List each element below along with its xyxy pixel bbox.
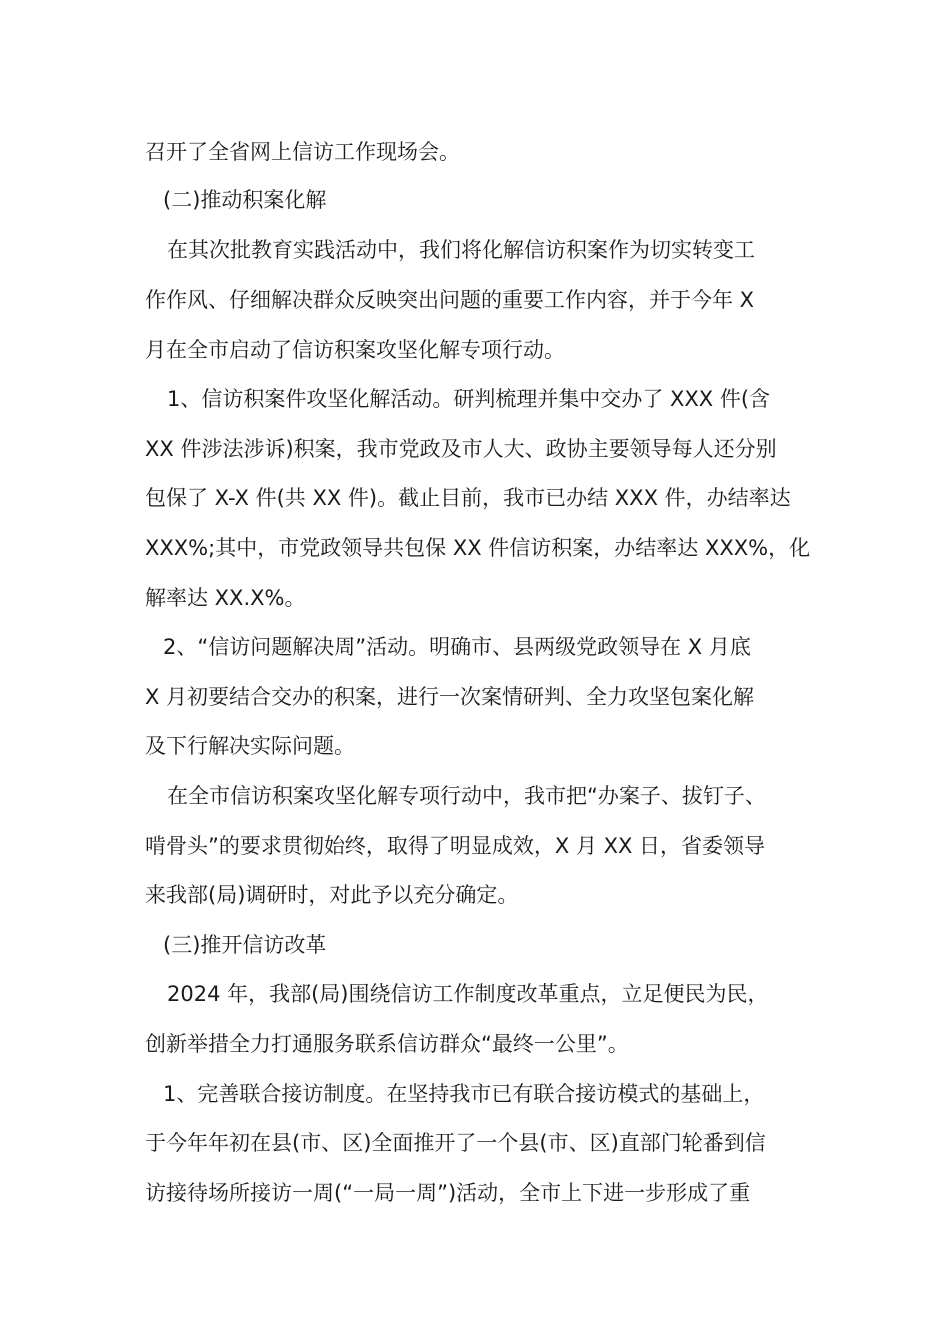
paragraph-line: 作作风、仔细解决群众反映突出问题的重要工作内容，并于今年 X bbox=[145, 288, 755, 312]
paragraph-line: 于今年年初在县(市、区)全面推开了一个县(市、区)直部门轮番到信 bbox=[145, 1131, 766, 1155]
section-heading: (二)推动积案化解 bbox=[163, 188, 327, 212]
paragraph-line: 解率达 XX.X%。 bbox=[145, 586, 306, 610]
paragraph-line: 1、完善联合接访制度。在坚持我市已有联合接访模式的基础上， bbox=[163, 1082, 765, 1106]
paragraph-line: 月在全市启动了信访积案攻坚化解专项行动。 bbox=[145, 338, 565, 362]
paragraph-line: XX 件涉法涉诉)积案，我市党政及市人大、政协主要领导每人还分别 bbox=[145, 437, 777, 461]
paragraph-line: 包保了 X-X 件(共 XX 件)。截止目前，我市已办结 XXX 件，办结率达 bbox=[145, 486, 791, 510]
paragraph-line: 在全市信访积案攻坚化解专项行动中，我市把“办案子、拔钉子、 bbox=[167, 784, 766, 808]
paragraph-line: 召开了全省网上信访工作现场会。 bbox=[145, 140, 460, 164]
paragraph-line: X 月初要结合交办的积案，进行一次案情研判、全力攻坚包案化解 bbox=[145, 685, 755, 709]
paragraph-line: 来我部(局)调研时，对此予以充分确定。 bbox=[145, 883, 519, 907]
paragraph-line: 在其次批教育实践活动中，我们将化解信访积案作为切实转变工 bbox=[167, 238, 755, 262]
paragraph-line: 创新举措全力打通服务联系信访群众“最终一公里”。 bbox=[145, 1032, 629, 1056]
paragraph-line: 1、信访积案件攻坚化解活动。研判梳理并集中交办了 XXX 件(含 bbox=[167, 387, 771, 411]
paragraph-line: 及下行解决实际问题。 bbox=[145, 734, 355, 758]
paragraph-line: 2、“信访问题解决周”活动。明确市、县两级党政领导在 X 月底 bbox=[163, 635, 751, 659]
paragraph-line: 访接待场所接访一周(“一局一周”)活动，全市上下进一步形成了重 bbox=[145, 1181, 751, 1205]
paragraph-line: 啃骨头”的要求贯彻始终，取得了明显成效，X 月 XX 日，省委领导 bbox=[145, 834, 766, 858]
paragraph-line: 2024 年，我部(局)围绕信访工作制度改革重点，立足便民为民， bbox=[167, 982, 769, 1006]
paragraph-line: XXX%;其中，市党政领导共包保 XX 件信访积案，办结率达 XXX%，化 bbox=[145, 536, 811, 560]
section-heading: (三)推开信访改革 bbox=[163, 933, 327, 957]
